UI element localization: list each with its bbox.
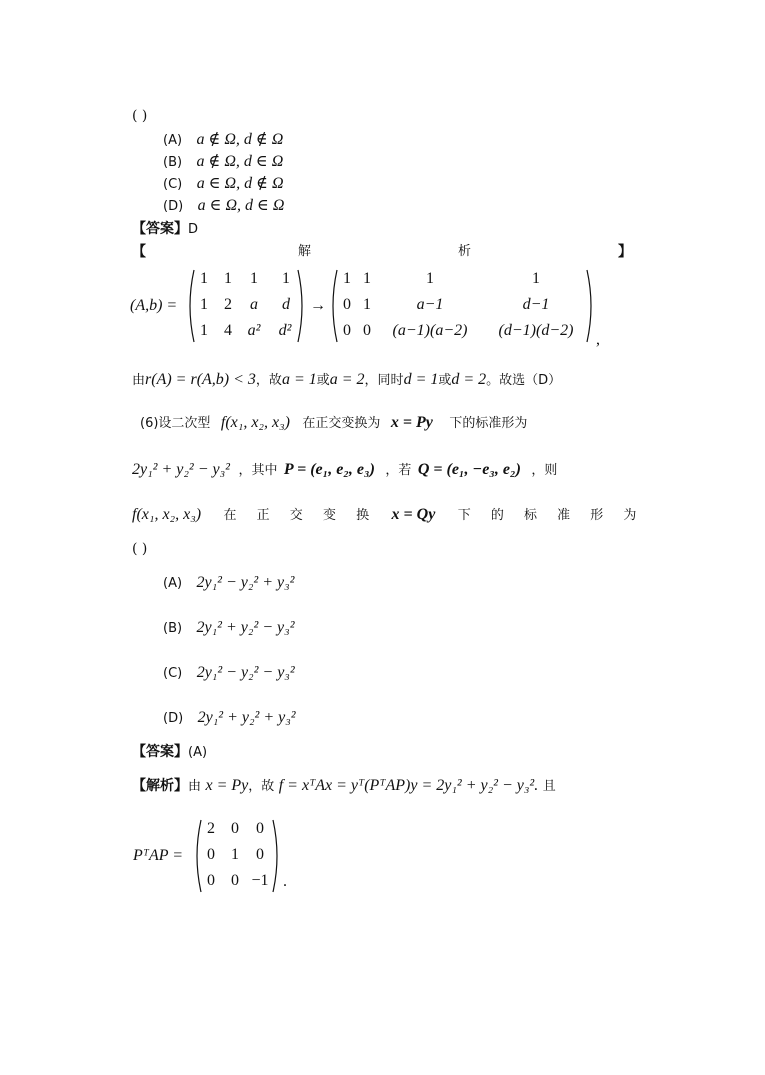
q6-then: ，则 — [531, 463, 558, 478]
q6-q-def: Q = (e₁, −e₃, e₂) — [417, 461, 521, 478]
matrix-cell: a — [250, 296, 258, 313]
text: ，故 — [248, 779, 275, 794]
q6-answer — [132, 742, 207, 763]
q6-transform: x = Py — [390, 414, 433, 431]
matrix-cell: 1 — [532, 270, 540, 287]
matrix-cell: 0 — [231, 872, 239, 889]
matrix-cell: 0 — [231, 820, 239, 837]
math: f = xᵀAx = yᵀ(PᵀAP)y = 2y₁² + y₂² − y₃². — [278, 777, 539, 794]
matrix-cell: a−1 — [416, 296, 444, 313]
math: d = 1 — [403, 371, 439, 388]
math: a = 2 — [329, 371, 365, 388]
q5-option-d — [163, 196, 284, 217]
text: 由 — [188, 779, 202, 794]
option-expr: 2y₁² + y₂² + y₃² — [197, 709, 296, 726]
math: x = Py — [205, 777, 249, 794]
q6-option-c — [163, 663, 295, 684]
matrix-cell: 1 — [363, 270, 371, 287]
q6-analysis — [132, 776, 556, 797]
q6-under: 在正交变换为 — [302, 416, 381, 431]
matrix-cell: a² — [247, 322, 261, 339]
q5-analysis-close-bracket: 】 — [618, 244, 632, 260]
matrix-cell: 4 — [224, 322, 232, 339]
q6-matrix-ptap — [192, 818, 282, 894]
matrix-cell: d² — [278, 322, 292, 339]
q5-arrow: → — [310, 297, 326, 314]
matrix-cell: −1 — [251, 872, 269, 889]
q6-answer-paren: ( ) — [132, 541, 148, 557]
matrix-cell: 0 — [207, 872, 215, 889]
analysis-tag: 【解析】 — [132, 778, 188, 794]
q6-line3 — [132, 505, 644, 526]
option-label: (D) — [163, 711, 184, 726]
q6-func2: f(x₁, x₂, x₃) — [132, 506, 202, 523]
answer-tag: 【答案】 — [132, 221, 188, 237]
matrix-cell: 1 — [200, 296, 208, 313]
option-label: (B) — [163, 155, 183, 170]
option-expr: a ∈ Ω, d ∉ Ω — [196, 175, 284, 192]
q6-ptap-lhs: PᵀAP = — [133, 847, 184, 864]
option-expr: a ∉ Ω, d ∉ Ω — [196, 131, 284, 148]
q6-std: 下的标准形为 — [449, 416, 528, 431]
text: ，故 — [255, 373, 282, 388]
q6-line1 — [140, 413, 527, 434]
matrix-cell: 0 — [343, 322, 351, 339]
q6-p-def: P = (e₁, e₂, e₃) — [283, 461, 375, 478]
math: r(A) = r(A,b) < 3 — [145, 371, 256, 388]
matrix-cell: 1 — [200, 322, 208, 339]
q5-matrix-1 — [185, 268, 307, 344]
option-label: (C) — [163, 666, 183, 681]
q5-option-b — [163, 152, 283, 173]
q6-line2 — [132, 460, 557, 481]
matrix-cell: (a−1)(a−2) — [392, 322, 468, 339]
q5-analysis-jie: 解 — [298, 244, 312, 259]
q6-option-a — [163, 573, 294, 594]
matrix-cell: 1 — [231, 846, 239, 863]
q6-where: ，其中 — [238, 463, 278, 478]
matrix-cell: 0 — [343, 296, 351, 313]
text: 由 — [132, 373, 146, 388]
q6-period: . — [283, 873, 287, 890]
option-label: (A) — [163, 133, 183, 148]
answer-tag: 【答案】 — [132, 744, 188, 760]
matrix-cell: d — [282, 296, 290, 313]
option-expr: a ∉ Ω, d ∈ Ω — [196, 153, 284, 170]
matrix-cell: 2 — [207, 820, 215, 837]
q6-if: ，若 — [385, 463, 412, 478]
q5-answer — [132, 219, 198, 240]
math: a = 1 — [281, 371, 317, 388]
q6-under2: 在 正 交 变 换 — [223, 508, 378, 523]
option-expr: 2y₁² − y₂² + y₃² — [196, 574, 295, 591]
q6-option-b — [163, 618, 295, 639]
matrix-cell: 0 — [363, 322, 371, 339]
q6-transform2: x = Qy — [391, 506, 436, 523]
option-label: (B) — [163, 621, 183, 636]
option-expr: 2y₁² + y₂² − y₃² — [196, 619, 295, 636]
q5-conclusion — [132, 370, 561, 391]
q5-option-a — [163, 130, 283, 151]
matrix-cell: 1 — [426, 270, 434, 287]
matrix-cell: 1 — [363, 296, 371, 313]
matrix-cell: 0 — [207, 846, 215, 863]
math: d = 2 — [451, 371, 487, 388]
text: 或 — [316, 373, 330, 388]
matrix-cell: 1 — [343, 270, 351, 287]
answer-value: D — [188, 222, 199, 237]
matrix-cell: 2 — [224, 296, 232, 313]
q5-option-c — [163, 174, 284, 195]
option-expr: a ∈ Ω, d ∈ Ω — [197, 197, 285, 214]
q5-answer-paren: ( ) — [132, 108, 148, 124]
matrix-cell: 1 — [200, 270, 208, 287]
matrix-cell: 1 — [250, 270, 258, 287]
text: 且 — [542, 779, 556, 794]
option-label: (D) — [163, 199, 184, 214]
matrix-cell: 0 — [256, 820, 264, 837]
q6-intro: (6)设二次型 — [140, 416, 211, 431]
matrix-cell: 1 — [224, 270, 232, 287]
matrix-cell: 1 — [282, 270, 290, 287]
q5-analysis-xi: 析 — [458, 244, 472, 259]
q6-form: 2y₁² + y₂² − y₃² — [132, 461, 230, 478]
q5-analysis-open-bracket: 【 — [132, 244, 146, 260]
matrix-cell: (d−1)(d−2) — [498, 322, 574, 339]
matrix-cell: 0 — [256, 846, 264, 863]
option-expr: 2y₁² − y₂² − y₃² — [196, 664, 295, 681]
option-label: (C) — [163, 177, 183, 192]
text: 或 — [438, 373, 452, 388]
option-label: (A) — [163, 576, 183, 591]
answer-value: (A) — [188, 745, 208, 760]
text: ，同时 — [364, 373, 404, 388]
q5-matrix-2 — [328, 268, 596, 344]
q5-lhs: (A,b) = — [130, 297, 178, 314]
q6-option-d — [163, 708, 296, 729]
q6-std2: 下 的 标 准 形 为 — [457, 508, 645, 523]
q6-func: f(x₁, x₂, x₃) — [220, 414, 290, 431]
matrix-cell: d−1 — [522, 296, 550, 313]
text: 。故选（D） — [486, 373, 562, 388]
q5-comma: , — [596, 331, 600, 348]
